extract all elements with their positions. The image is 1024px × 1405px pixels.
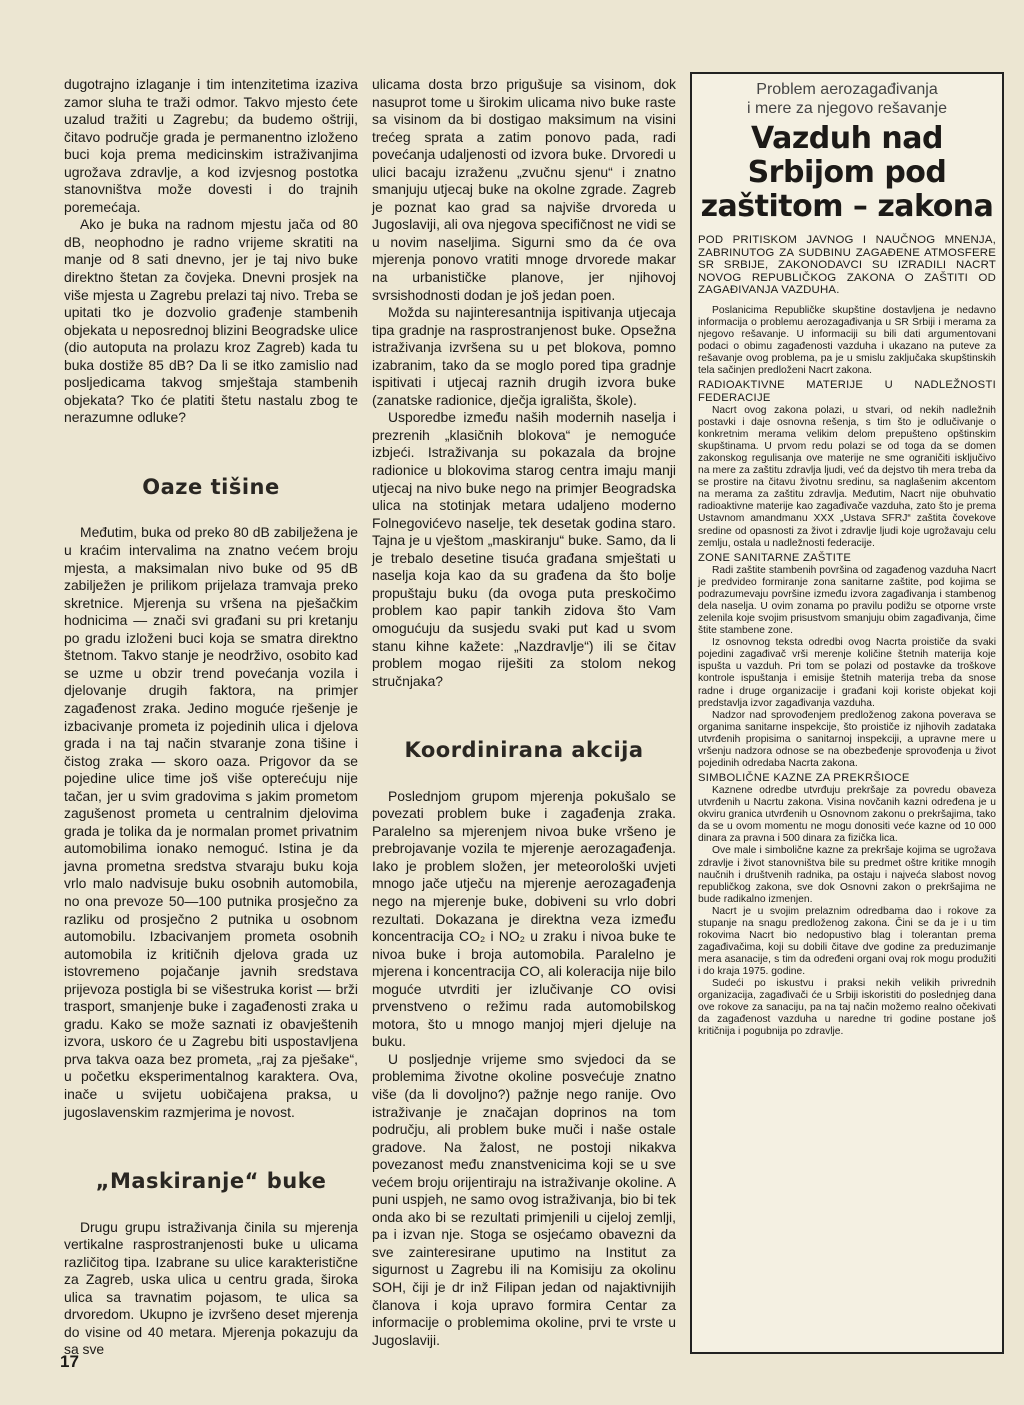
page-number: 17	[60, 1352, 79, 1371]
paragraph: Ove male i simbolične kazne za prekršaje kojima se ugrožava zdravlje i život stanovništva bile su predmet oštre kritike mnogih naučnih i društvenih radnika, pa ostaju i najveća slabost novog republičkog zakona, sve dok Osnovni zakon o prekršajima ne bude radikalno izmenjen.	[698, 845, 996, 905]
sidebar-subheading: SIMBOLIČNE KAZNE ZA PREKRŠIOCE	[698, 771, 910, 784]
paragraph: Radi zaštite stambenih površina od zagađenog vazduha Nacrt je predvideo formiranje zona sanitarne zaštite, pod kojima se podrazumevaju površine između izvora zagađivanja i stambenog dela naselja. U ovim zonama po pravilu podižu se otporne vrste zelenila koje svojim prisustvom smanjuju obim zagađivanja, čime štite stambene zone.	[698, 565, 996, 637]
paragraph: Drugu grupu istraživanja činila su mjerenja vertikalne rasprostranjenosti buke u ulicama različitog tipa. Izabrane su ulice karakteristične za Zagreb, uska ulica u centru grada, široka ulica sa travnatim pojasom, te ulica sa drvoredom. Ukupno je izvršeno deset mjerenja do visine od 40 metara. Mjerenja pokazuju da sa sve	[64, 1218, 358, 1358]
sidebar-subheading: RADIOAKTIVNE MATERIJE U NADLEŽNOSTI FEDERACIJE	[698, 379, 996, 404]
sidebar-lead: POD PRITISKOM JAVNOG I NAUČNOG MNENJA, ZABRINUTOG ZA SUDBINU ZAGAĐENE ATMOSFERE SR SRBIJE, ZAKONODAVCI SU IZRADILI NACRT NOVOG REPUBLIČKOG ZAKONA O ZAŠTITI OD ZAGAĐIVANJA VAZDUHA.	[698, 234, 996, 297]
paragraph: Nacrt je u svojim prelaznim odredbama dao i rokove za stupanje na snagu predloženog zakona. Čini se da je i u tim rokovima Nacrt bio nedopustivo blag i tolerantan prema zagađivačima, koji su dobili čitave dve godine za preduzimanje mera asanacije, s tim da određeni organi ovaj rok mogu produžiti i do kraja 1975. godine.	[698, 905, 996, 977]
subheading-maskiranje-buke: „Maskiranje“ buke	[95, 1169, 327, 1194]
paragraph: Kaznene odredbe utvrđuju prekršaje za povredu obaveza utvrđenih u Nacrtu zakona. Visina novčanih kazni određena je u okviru granica utvrđenih u Osnovnom zakonu o prekršajima, tako da se u ovom momentu ne mogu donositi veće kazne od 10 000 dinara za pravna i 500 dinara za fizička lica.	[698, 785, 996, 845]
paragraph: Možda su najinteresantnija ispitivanja utjecaja tipa gradnje na rasprostranjenost buke. Opsežna istraživanja izvršena su u pet blokova, pomno izabranim, tako da se moglo pored tipa gradnje ispitivati i utjecaj raznih drugih izvora buke (zanatske radionice, dječja igrališta, škole).	[372, 304, 676, 408]
paragraph: Iz osnovnog teksta odredbi ovog Nacrta proističe da svaki pojedini zagađivač vrši merenje količine štetnih materija koje ispušta u vazduh. Pri tom se polazi od postavke da troškove kontrole ispuštanja i emisije štetnih materija treba da snose radne i druge organizacije i građani koji koriste objekat koji predstavlja izvor zagađivanja vazduha.	[698, 637, 996, 709]
paragraph: Nacrt ovog zakona polazi, u stvari, od nekih nadležnih postavki i daje osnovna rešenja, s tim što je odlučivanje o konkretnim merama velikim delom prepušteno opštinskim skupštinama. U prvom redu polazi se od toga da se domen zakonskog regulisanja ove materije ne sme ograničiti isključivo na mere za zaštitu zdravlja ljudi, već da dejstvo tih mera treba da se prostire na čitavu životnu sredinu, sa naglašenim akcentom na merama za zaštitu zdravlja. Međutim, Nacrt nije obuhvatio radioaktivne materije kao zagađivače vazduha, zato što je prema Ustavnom amandmanu XXX „Ustava SFRJ“ zaštita čovekove sredine od opasnosti za život i zdravlje ljudi koje ugrožavaju celu zemlju, ostala u nadležnosti federacije.	[698, 405, 996, 549]
sidebar-kicker	[698, 80, 996, 118]
column-middle	[372, 76, 676, 1349]
sidebar-subheading: ZONE SANITARNE ZAŠTITE	[698, 551, 852, 564]
paragraph: Ako je buka na radnom mjestu jača od 80 dB, neophodno je radno vrijeme skratiti na manje od 8 sati dnevno, jer je taj nivo buke direktno štetan za čovjeka. Dnevni prosjek na više mjesta u Zagrebu prelazi taj nivo. Treba se upitati tko je dozvolio građenje stambenih objekata u neposrednoj blizini Beogradske ulice (dio autoputa na prolazu kroz Zagreb) kada tu buka dostiže 85 dB? Da li se itko zamislio nad posljedicama takvog smještaja stambenih objekata? Tko će platiti štetu nastalu zbog te nerazumne odluke?	[64, 216, 358, 426]
column-left	[64, 76, 358, 1359]
paragraph: Poslanicima Republičke skupštine dostavljena je nedavno informacija o problemu aerozagađivanja u SR Srbiji i merama za njegovo rešavanje. U informaciji su bili dati argumentovani podaci o obimu zagađenosti vazduha i ukazano na puteve za rešavanje ovog problema, pa je u smislu zaključaka skupštinskih tela sačinjen predloženi Nacrt zakona.	[698, 304, 996, 377]
sidebar-article	[690, 72, 1004, 1354]
sidebar-box	[690, 72, 1004, 1354]
sidebar-headline: Vazduh nad Srbijom pod zaštitom – zakona	[700, 121, 994, 224]
paragraph: Sudeći po iskustvu i praksi nekih velikih privrednih organizacija, zagađivači će u Srbiji iskoristiti do poslednjeg dana ove rokove za sanaciju, pa na taj način možemo realno očekivati da zagađenost vazduha u naredne tri godine postane još kritičnija i pogubnija po zdravlje.	[698, 977, 996, 1038]
sidebar-body	[698, 305, 996, 1038]
subheading-koordinirana-akcija: Koordinirana akcija	[404, 738, 644, 763]
paragraph: U posljednje vrijeme smo svjedoci da se problemima životne okoline posvećuje znatno više (da li dovoljno?) pažnje nego ranije. Ovo istraživanje je značajan doprinos na tom području, ali problem buke muči i naše ostale gradove. Na žalost, ne postoji nikakva povezanost među znanstvenicima koji se u sve većem broju orijentiraju na istraživanje okoline. A puni uspjeh, ne samo ovog istraživanja, bio bi tek onda ako bi se rezultati primjenili u cijeloj zemlji, pa i izvan nje. Stoga se osjećamo obavezni da sve zainteresirane uputimo na Institut za sigurnost u Zagrebu ili na Komisiju za okolinu SOH, čiji je dr inž Filipan jedan od najaktivnijih članova i koja upravo formira Centar za informacije o problemima okoline, prvi te vrste u Jugoslaviji.	[372, 1050, 676, 1348]
paragraph: Nadzor nad sprovođenjem predloženog zakona poverava se organima sanitarne inspekcije, što proističe iz njihovih zadataka utvrđenih propisima o sanitarnoj inspekciji, a upravne mere u vršenju nadzora odnose se na obezbeđenje sprovođenja u život pojedinih odredaba Nacrta zakona.	[698, 709, 996, 769]
paragraph: Poslednjom grupom mjerenja pokušalo se povezati problem buke i zagađenja zraka. Paralelno sa mjerenjem nivoa buke vršeno je prebrojavanje vozila te mjerenje aerozagađenja. Iako je problem složen, jer meteorološki uvjeti mnogo jače utječu na mjerenje aerozagađenja nego na mjerenje buke, dobiveni su vrlo dobri rezultati. Dokazana je direktna veza između koncentracija CO₂ i NO₂ u zraku i nivoa buke te nivoa buke i broja automobila. Paralelno je mjerena i koncentracija CO, ali koleracija nije bilo moguće utvrditi jer izlučivanje CO ovisi prvenstveno o režimu rada automobilskog motora, što u mnogo manjoj mjeri djeluje na buku.	[372, 787, 676, 1050]
paragraph: Usporedbe između naših modernih naselja i prezrenih „klasičnih blokova“ je nemoguće izbjeći. Istraživanja su pokazala da brojne radionice u blokovima starog centra imaju manji utjecaj na nivo buke nego na primjer Beogradska ulica na stotinjak metara udaljeno moderno Folnegovićevo naselje, tek desetak godina staro. Tajna je u vještom „maskiranju“ buke. Samo, da li je trebalo desetine tisuća građana smještati u naselja koja kao da su građena da što bolje propuštaju buku (da ovoga puta preskočimo problem kao papir tankih zidova što Vam omogućuju da susjedu svaki put kad u svom stanu kihne kažete: „Nazdravlje“) ili se čitav problem mogao riješiti za stolom nekog stručnjaka?	[372, 409, 676, 689]
kicker-line: Problem aerozagađivanja	[756, 81, 938, 98]
paragraph: dugotrajno izlaganje i tim intenzitetima izaziva zamor sluha te traži odmor. Takvo mjesto ćete uzalud tražiti u Zagrebu; da budemo oštriji, čitavo područje grada je permanentno izloženo buci koja prema medicinskim istraživanjima ugrožava zdravlje, a kod izvjesnog postotka stanovništva može dovesti i do trajnih poremećaja.	[64, 76, 358, 215]
subheading-oaze-tisine: Oaze tišine	[142, 474, 280, 499]
paragraph: Međutim, buka od preko 80 dB zabilježena je u kraćim intervalima na znatno većem broju mjesta, a maksimalan nivo buke od 95 dB zabilježen je prilikom prijelaza tramvaja preko skretnice. Mjerenja su vršena na pješačkim hodnicima — znači svi građani su pri kretanju po gradu izloženi buci koja se smatra direktno štetnom. Takvo stanje je neodrživo, osobito kad se uzme u obzir trend povećanja vozila i djelovanje drugih faktora, na primjer zagađenost zraka. Jedino moguće rješenje je izbacivanje prometa iz pojedinih ulica i djelova grada i na taj način stvaranje zona tišine i čistog zraka — skoro oaza. Prigovor da se pojedine ulice time još više opterećuju nije tačan, jer u svim gradovima s jakim prometom zagušenost prometa u centralnim djelovima grada je tolika da je normalan promet privatnim automobilima ionako nemoguć. Istina je da javna prometna sredstva stvaraju buku koja vrlo malo nadvisuje buku osobnih automobila, no ona prevoze 50—100 putnika prosječno za razliku od prosječno 2 putnika u osobnom automobilu. Izbacivanjem prometa osobnih automobila iz kritičnih djelova grada uz istovremeno pojačanje javnih sredstava prijevoza postigla bi se višestruka korist — brži trasport, smanjenje buke i zagađenosti zraka u gradu. Kako se može saznati iz obavještenih izvora, uskoro će u Zagrebu biti uspostavljena prva takva oaza bez prometa, „raj za pješake“, u početku eksperimentalnog karaktera. Ova, inače u svijetu uobičajena praksa, u jugoslavenskim razmjerima je novost.	[64, 524, 358, 1120]
kicker-line: i mere za njegovo rešavanje	[746, 100, 948, 117]
paragraph: ulicama dosta brzo prigušuje sa visinom, dok nasuprot tome u širokim ulicama nivo buke raste sa visinom da bi dostigao maksimum na visini trećeg sprata a zatim ponovo pada, radi povećanja udaljenosti od izvora buke. Drvoredi u ulici bacaju izraženu „zvučnu sjenu“ i znatno smanjuju utjecaj buke na okolne zgrade. Zagreb je poznat kao grad sa najviše drvoreda u Jugoslaviji, ali ova njegova specifičnost ne vidi se u novim naseljima. Sigurni smo da će ova mjerenja ponovo vratiti mnoge drvorede makar na urbanističke planove, jer njihovoj svrsishodnosti dodan je još jedan poen.	[372, 76, 676, 303]
